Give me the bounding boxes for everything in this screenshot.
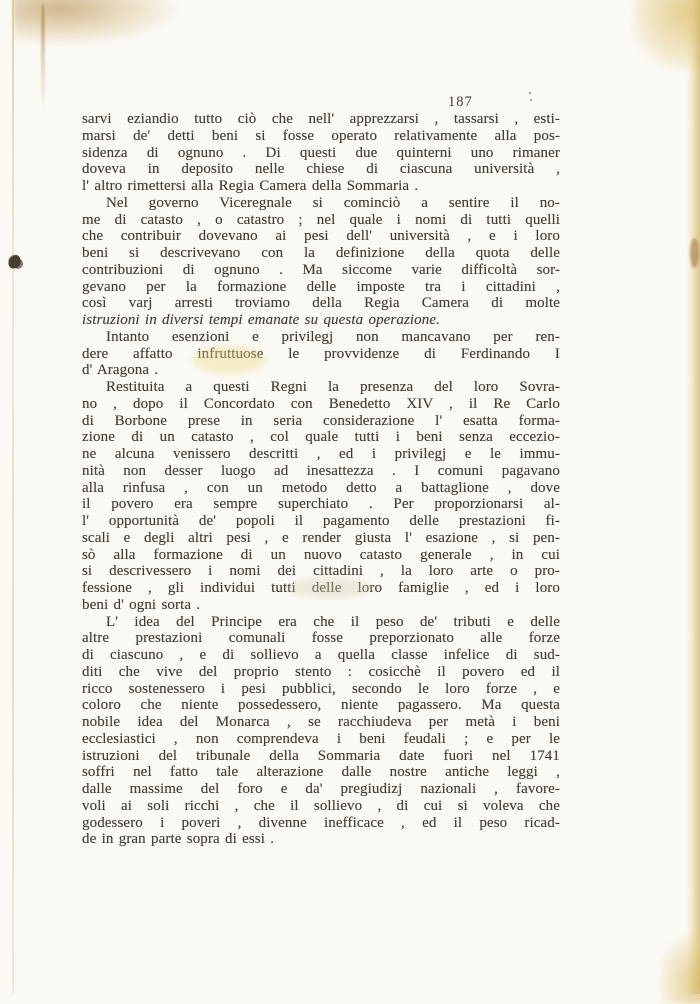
- text-line: zione di un catasto , col quale tutti i beni senza eccezio-: [82, 429, 560, 446]
- text-line: sarvi eziandio tutto ciò che nell' apprezzarsi , tassarsi , esti-: [82, 111, 560, 127]
- text-line: si descrivessero i nomi dei cittadini , la loro arte o pro-: [82, 563, 560, 580]
- paragraph: [82, 614, 560, 849]
- text-line: così varj arresti troviamo della Regia Camera di molte: [82, 295, 560, 312]
- text-line: soffri nel fatto tale alterazione dalle nostre antiche leggi ,: [82, 764, 560, 781]
- text-line: no , dopo il Concordato con Benedetto XIV , il Re Carlo: [82, 395, 560, 412]
- text-line: istruzioni del tribunale della Sommaria date fuori nel 1741: [82, 747, 560, 764]
- text-line: godessero i poveri , divenne inefficace , ed il peso ricad-: [82, 814, 560, 831]
- paragraph: [82, 111, 560, 195]
- text-line: L' idea del Principe era che il peso de' tributi e delle: [106, 613, 560, 630]
- text-block: [82, 111, 560, 848]
- text-line: sidenza di ognuno . Di questi due quinterni uno rimaner: [82, 144, 560, 161]
- text-line: ecclesiastici , non comprendeva i beni feudali ; e per le: [82, 730, 560, 747]
- text-line: di Borbone prese in seria considerazione l' esatta forma-: [82, 412, 560, 429]
- text-line: l' altro rimettersi alla Regia Camera della Sommaria .: [82, 178, 419, 194]
- paragraph: [82, 329, 560, 379]
- edge-spot-right: [690, 238, 699, 268]
- text-line: beni si descrivevano con la definizione della quota delle: [82, 245, 560, 261]
- stain-top-right: [632, 0, 700, 70]
- stain-drip-top-left: [41, 4, 45, 116]
- paragraph: [82, 195, 560, 329]
- page-edge-right: [687, 0, 700, 994]
- text-line: Restituita a questi Regni la presenza del loro Sovra-: [106, 379, 560, 395]
- text-line: l' opportunità de' popoli il pagamento delle prestazioni fi-: [82, 513, 560, 529]
- text-line: contribuzioni di ognuno . Ma siccome varie difficoltà sor-: [82, 261, 560, 278]
- text-line: dere affatto infruttuose le provvidenze di Ferdinando I: [82, 345, 560, 362]
- text-line: nobile idea del Monarca , se racchiudeva per metà i beni: [82, 714, 560, 730]
- text-line: diti che vive del proprio stento : cosicchè il povero ed il: [82, 663, 560, 680]
- ink-blot-left-margin: [6, 254, 23, 270]
- text-line: di ciascuno , e di sollievo a quella classe infelice di sud-: [82, 647, 560, 663]
- text-line: Intanto esenzioni e privilegj non mancavano per ren-: [106, 328, 560, 345]
- text-line: scali e degli altri pesi , e render giusta l' esazione , si pen-: [82, 529, 560, 546]
- text-line: gevano per la formazione delle imposte tra i cittadini ,: [82, 278, 560, 295]
- page-number: 187: [448, 94, 473, 110]
- text-line: alla rinfusa , con un metodo detto a battaglione , dove: [82, 479, 560, 496]
- page-crease-left: [12, 0, 14, 994]
- paragraph: [82, 379, 560, 614]
- text-line: sò alla formazione di un nuovo catasto generale , in cui: [82, 546, 560, 563]
- text-line: ne alcuna venissero descritti , ed i privilegj e le immu-: [82, 446, 560, 462]
- text-line: Nel governo Viceregnale si cominciò a sentire il no-: [106, 194, 560, 211]
- text-line: d' Aragona .: [82, 362, 159, 379]
- text-line: altre prestazioni comunali fosse preporzionato alle forze: [82, 630, 560, 647]
- text-line: ricco sostenessero i pesi pubblici, secondo le loro forze , e: [82, 680, 560, 697]
- text-line: marsi de' detti beni si fosse operato relativamente alla pos-: [82, 127, 560, 144]
- scan-speck: [529, 92, 531, 94]
- text-line: istruzioni in diversi tempi emanate su questa operazione.: [82, 312, 440, 328]
- text-line: fessione , gli individui tutti delle loro famiglie , ed i loro: [82, 580, 560, 596]
- text-line: doveva in deposito nelle chiese di ciascuna università ,: [82, 161, 560, 178]
- text-line: beni d' ogni sorta .: [82, 596, 201, 613]
- text-line: voli ai soli ricchi , che il sollievo , di cui si voleva che: [82, 797, 560, 814]
- text-line: nità non desser luogo ad inesattezza . I comuni pagavano: [82, 462, 560, 479]
- text-line: me di catasto , o catastro ; nel quale i nomi di tutti quelli: [82, 211, 560, 228]
- stain-top-left: [14, 0, 179, 46]
- text-line: dalle massime del foro e da' pregiudizj nazionali , favore-: [82, 781, 560, 797]
- text-line: il povero era sempre superchiato . Per proporzionarsi al-: [82, 496, 560, 513]
- text-line: de in gran parte sopra di essi .: [82, 831, 275, 848]
- text-line: che contribuir dovevano ai pesi dell' università , e i loro: [82, 228, 560, 245]
- text-line: coloro che niente possedessero, niente pagassero. Ma questa: [82, 697, 560, 714]
